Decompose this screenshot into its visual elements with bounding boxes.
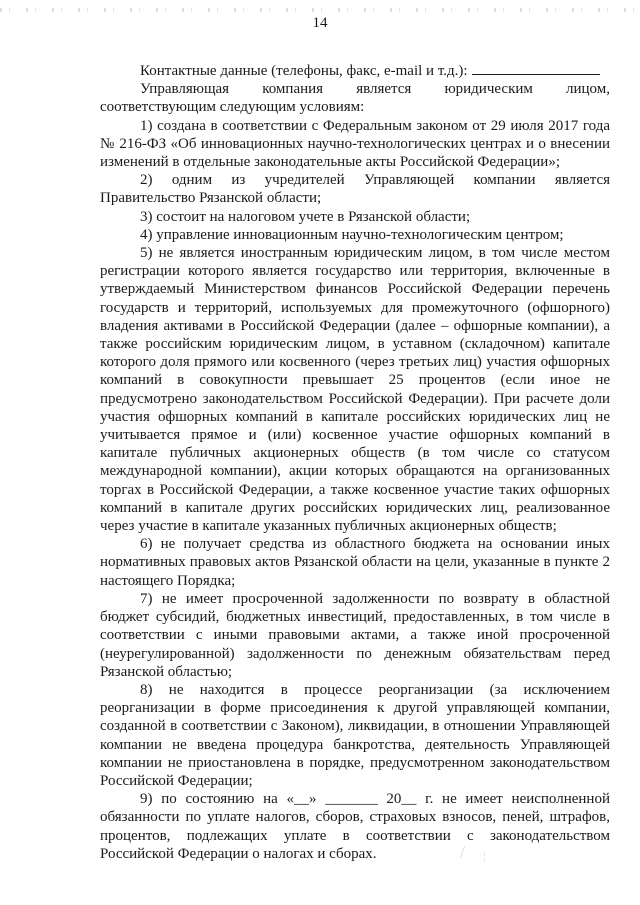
page-number: 14	[312, 15, 328, 31]
paragraph-condition-8: 8) не находится в процессе реорганизации (за исключением реорганизации в форме присоединения к другой управляющей компании, созданной в соответствии с Законом), ликвидации, в отношении Управляющей компании не введена процедура банкротства, деятельность Управляющей компании не приостановлена в порядке, предусмотренном законодательством Российской Федерации;	[100, 681, 610, 789]
paragraph-condition-9: 9) по состоянию на «__» _______ 20__ г. не имеет неисполненной обязанности по уплате налогов, сборов, страховых взносов, пеней, штрафов, процентов, подлежащих уплате в соответствии с законодательством Российской Федерации о налогах и сборах.	[100, 791, 610, 862]
contact-line	[100, 61, 610, 80]
scan-artifact	[0, 8, 640, 12]
paragraph-condition-3: 3) состоит на налоговом учете в Рязанской области;	[140, 208, 471, 225]
paragraph-condition-4: 4) управление инновационным научно-технологическим центром;	[140, 226, 564, 243]
paragraph-condition-6: 6) не получает средства из областного бюджета на основании иных нормативных правовых актов Рязанской области на цели, указанные в пункте 2 настоящего Порядка;	[100, 536, 610, 589]
paragraph-condition-2: 2) одним из учредителей Управляющей компании является Правительство Рязанской области;	[100, 172, 610, 207]
paragraph-condition-7: 7) не имеет просроченной задолженности по возврату в областной бюджет субсидий, бюджетных инвестиций, предоставленных, в том числе в соответствии с иными правовыми актами, а также иной просроченной (неурегулированной) задолженности по денежным обязательствам перед Рязанской областью;	[100, 590, 610, 680]
contact-blank-line	[472, 61, 600, 75]
document-body	[100, 61, 610, 863]
paragraph-condition-1: 1) создана в соответствии с Федеральным законом от 29 июля 2017 года № 216-ФЗ «Об инновационных научно-технологических центрах и о внесении изменений в отдельные законодательные акты Российской Федерации»;	[100, 117, 610, 171]
scan-mark	[484, 852, 495, 862]
contact-label: Контактные данные (телефоны, факс, e-mail и т.д.):	[140, 63, 468, 79]
paragraph-condition-5: 5) не является иностранным юридическим лицом, в том числе местом регистрации которого является государство или территория, включенные в утверждаемый Министерством финансов Российской Федерации перечень государств и территорий, используемых для промежуточного (офшорного) владения активами в Российской Федерации (далее – офшорные компании), а также российским юридическим лицом, в уставном (складочном) капитале которого доля прямого или косвенного (через третьих лиц) участия офшорных компаний в совокупности превышает 25 процентов (если иное не предусмотрено законодательством Российской Федерации). При расчете доли участия офшорных компаний в капитале российских юридических лиц не учитывается прямое и (или) косвенное участие офшорных компаний в капитале публичных акционерных обществ (в том числе со статусом международной компании), акции которых обращаются на организованных торгах в Российской Федерации, а также косвенное участие таких офшорных компаний в капитале других российских юридических лиц, реализованное через участие в капитале указанных публичных акционерных обществ;	[100, 245, 610, 535]
paragraph-intro: Управляющая компания является юридическим лицом, соответствующим следующим условиям:	[100, 81, 610, 116]
